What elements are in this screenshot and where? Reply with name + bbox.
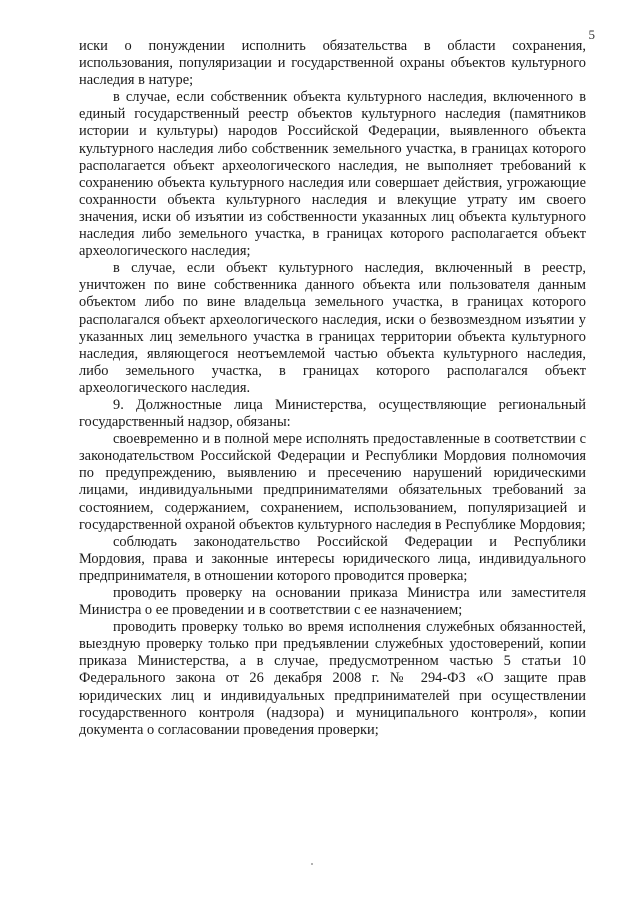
paragraph-observe-legislation: соблюдать законодательство Российской Федерации и Республики Мордовия, права и законные интересы юридического лица, индивидуального предпринимателя, в отношении которого проводится проверка; (79, 533, 586, 584)
paragraph-exercise-powers: своевременно и в полной мере исполнять предоставленные в соответствии с законодательством Российской Федерации и Республики Мордовия полномочия по предупреждению, выявлению и пресечению нарушений юридическими лицами, индивидуальными предпринимателями обязательных требований за состоянием, содержанием, сохранением, использованием, популяризацией и государственной охраной объектов культурного наследия в Республике Мордовия; (79, 431, 586, 533)
paragraph-destroyed-object: в случае, если объект культурного наследия, включенный в реестр, уничтожен по вине собственника данного объекта или пользователя данным объектом либо по вине владельца земельного участка, в границах которого располагался объект археологического наследия, иски о безвозмездном изъятии у указанных лиц земельного участка в границах территории объекта культурного наследия, являющегося неотъемлемой частью объекта культурного наследия, либо земельного участка, в границах которого располагался объект археологического наследия. (79, 260, 586, 396)
page-number: 5 (588, 27, 595, 42)
paragraph-lawsuits-in-kind: иски о понуждении исполнить обязательства в области сохранения, использования, популяризации и государственной охраны объектов культурного наследия в натуре; (79, 38, 586, 89)
document-body (79, 38, 586, 739)
paragraph-inspection-by-order: проводить проверку на основании приказа Министра или заместителя Министра о ее проведении и в соответствии с ее назначением; (79, 585, 586, 619)
paragraph-seizure-from-owner: в случае, если собственник объекта культурного наследия, включенного в единый государственный реестр объектов культурного наследия (памятников истории и культуры) народов Российской Федерации, выявленного объекта культурного наследия либо собственник земельного участка, в границах которого располагается объект археологического наследия, не выполняет требований к сохранению объекта культурного наследия или совершает действия, угрожающие сохранности объекта культурного наследия и влекущие утрату им своего значения, иски об изъятии из собственности указанных лиц объекта культурного наследия либо земельного участка, в границах которого располагается объект археологического наследия; (79, 89, 586, 260)
scan-speck (311, 863, 313, 865)
paragraph-clause-9-heading: 9. Должностные лица Министерства, осуществляющие региональный государственный надзор, обязаны: (79, 396, 586, 431)
paragraph-inspection-during-duties: проводить проверку только во время исполнения служебных обязанностей, выездную проверку только при предъявлении служебных удостоверений, копии приказа Министерства, а в случае, предусмотренном частью 5 статьи 10 Федерального закона от 26 декабря 2008 г. № 294-ФЗ «О защите прав юридических лиц и индивидуальных предпринимателей при осуществлении государственного контроля (надзора) и муниципального контроля», копии документа о согласовании проведения проверки; (79, 619, 586, 738)
